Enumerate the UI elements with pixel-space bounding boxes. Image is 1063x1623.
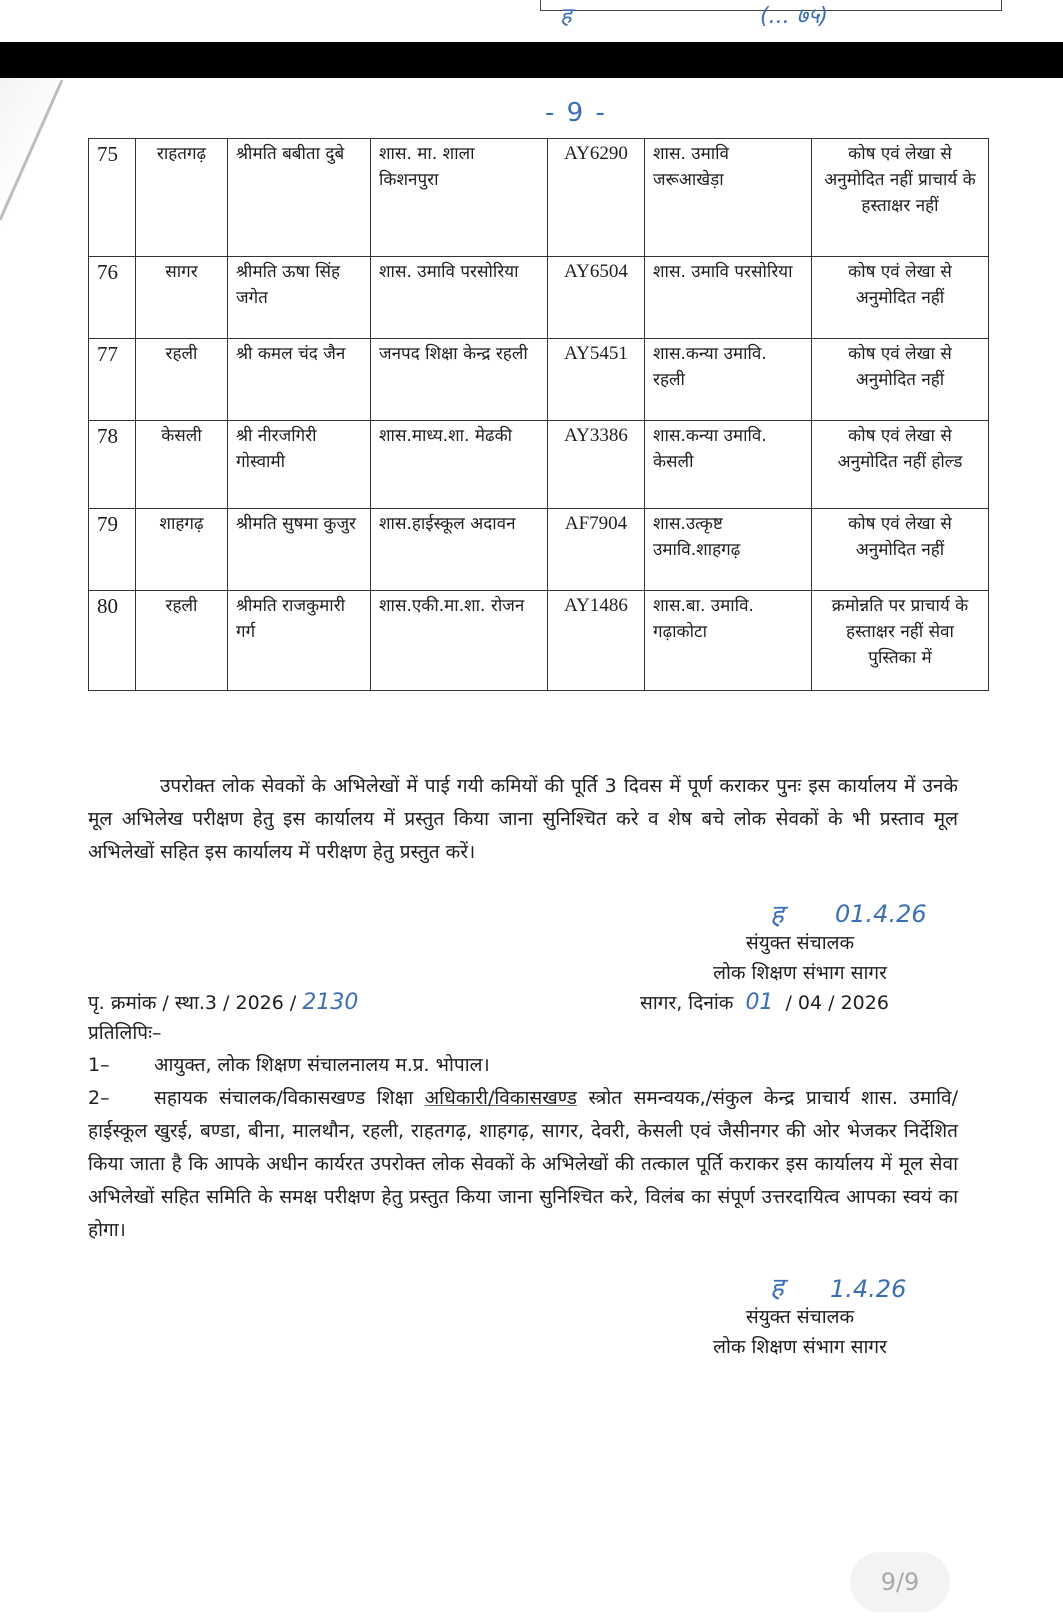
page-marker: - 9 - [545,98,607,128]
date-rest: / 04 / 2026 [785,992,889,1014]
remark-cell: कोष एवं लेखा से अनुमोदित नहीं प्राचार्य के हस्ताक्षर नहीं [812,139,989,257]
reference-number [88,988,358,1018]
copy-heading: प्रतिलिपिः– [88,1022,162,1044]
copy-item-2-number: 2– [88,1087,110,1109]
signature-1-designation: संयुक्त संचालक [745,932,855,954]
remark-cell: कोष एवं लेखा से अनुमोदित नहीं होल्ड [812,421,989,509]
remark-cell: कोष एवं लेखा से अनुमोदित नहीं [812,257,989,339]
school-cell: शास.कन्या उमावि. केसली [645,421,812,509]
reference-handwritten-number: 2130 [302,990,359,1015]
remark-cell: कोष एवं लेखा से अनुमोदित नहीं [812,509,989,591]
signature-1-office: लोक शिक्षण संभाग सागर [713,962,887,984]
employee-code-cell: AF7904 [548,509,645,591]
current-office-cell: शास.हाईस्कूल अदावन [371,509,548,591]
serial-number-cell: 75 [89,139,136,257]
copy-item-2-text-rest: स्त्रोत समन्वयक,/संकुल केन्द्र प्राचार्य शास. उमावि/हाईस्कूल खुरई, बण्डा, बीना, मालथौन, रहली, राहतगढ़, शाहगढ़, सागर, देवरी, केसली एवं जैसीनगर की ओर भेजकर निर्देशित किया जाता है कि आपके अधीन कार्यरत उपरोक्त लोक सेवकों के अभिलेखों की तत्काल पूर्ति कराकर इस कार्यालय में मूल सेवा अभिलेखों सहित समिति के समक्ष परीक्षण हेतु प्रस्तुत किया जाना सुनिश्चित करे, विलंब का संपूर्ण उत्तरदायित्व आपका स्वयं का होगा। [88,1087,958,1241]
previous-page-fragment [0,0,1063,42]
table-row [89,339,989,421]
remark-cell: कोष एवं लेखा से अनुमोदित नहीं [812,339,989,421]
employee-name-cell: श्रीमति बबीता दुबे [228,139,371,257]
employee-code-cell: AY6504 [548,257,645,339]
block-cell: राहतगढ़ [136,139,228,257]
current-office-cell: शास.माध्य.शा. मेढकी [371,421,548,509]
block-cell: सागर [136,257,228,339]
copy-item-1 [88,1050,958,1080]
table-row [89,257,989,339]
employee-code-cell: AY5451 [548,339,645,421]
current-office-cell: जनपद शिक्षा केन्द्र रहली [371,339,548,421]
block-cell: रहली [136,339,228,421]
serial-number-cell: 80 [89,591,136,691]
signature-2-office: लोक शिक्षण संभाग सागर [713,1336,887,1358]
signature-2-block [680,1302,920,1362]
signature-2-date: 1.4.26 [830,1275,907,1303]
current-office-cell: शास. उमावि परसोरिया [371,257,548,339]
page-separator-band [0,42,1063,78]
copy-item-1-text: आयुक्त, लोक शिक्षण संचालनालय म.प्र. भोपाल। [154,1054,490,1076]
employee-name-cell: श्रीमति सुषमा कुजुर [228,509,371,591]
serial-number-cell: 76 [89,257,136,339]
page-fold-line [0,80,70,240]
table-row [89,509,989,591]
place-date [640,988,889,1018]
signature-2-designation: संयुक्त संचालक [745,1306,855,1328]
copy-item-2-text-start: सहायक संचालक/विकासखण्ड शिक्षा [154,1087,414,1109]
employee-name-cell: श्रीमति राजकुमारी गर्ग [228,591,371,691]
table-row [89,421,989,509]
serial-number-cell: 77 [89,339,136,421]
signature-2-initials: ह [770,1273,784,1303]
signature-1-initials: ह [770,900,784,930]
employee-code-cell: AY3386 [548,421,645,509]
copy-item-2 [88,1082,958,1247]
page-indicator: 9/9 [850,1552,950,1612]
place-date-label: सागर, दिनांक [640,992,734,1014]
employee-name-cell: श्री नीरजगिरी गोस्वामी [228,421,371,509]
current-office-cell: शास. मा. शाला किशनपुरा [371,139,548,257]
serial-number-cell: 78 [89,421,136,509]
records-table [88,138,989,691]
copy-item-2-underlined: अधिकारी/विकासखण्ड [424,1087,577,1109]
current-office-cell: शास.एकी.मा.शा. रोजन [371,591,548,691]
employee-code-cell: AY6290 [548,139,645,257]
block-cell: केसली [136,421,228,509]
block-cell: शाहगढ़ [136,509,228,591]
handwritten-note: (... ७५) [760,4,829,29]
date-day-handwritten: 01 [745,990,774,1015]
school-cell: शास. उमावि परसोरिया [645,257,812,339]
table-row [89,139,989,257]
remark-cell: क्रमोन्नति पर प्राचार्य के हस्ताक्षर नहीं सेवा पुस्तिका में [812,591,989,691]
handwritten-mark: ह [560,4,572,29]
school-cell: शास.बा. उमावि. गढ़ाकोटा [645,591,812,691]
serial-number-cell: 79 [89,509,136,591]
body-paragraph: उपरोक्त लोक सेवकों के अभिलेखों में पाई गयी कमियों की पूर्ति 3 दिवस में पूर्ण कराकर पुनः इस कार्यालय में उनके मूल अभिलेख परीक्षण हेतु इस कार्यालय में प्रस्तुत किया जाना सुनिश्चित करे व शेष बचे लोक सेवकों के भी प्रस्ताव मूल अभिलेखों सहित इस कार्यालय में परीक्षण हेतु प्रस्तुत करें। [88,775,958,863]
employee-name-cell: श्री कमल चंद जैन [228,339,371,421]
signature-1-date: 01.4.26 [835,900,927,928]
school-cell: शास.कन्या उमावि. रहली [645,339,812,421]
school-cell: शास. उमावि जरूआखेड़ा [645,139,812,257]
employee-name-cell: श्रीमति ऊषा सिंह जगेत [228,257,371,339]
signature-1-block [680,928,920,988]
school-cell: शास.उत्कृष्ट उमावि.शाहगढ़ [645,509,812,591]
block-cell: रहली [136,591,228,691]
table-row [89,591,989,691]
reference-label: पृ. क्रमांक / स्था.3 / 2026 / [88,992,297,1014]
employee-code-cell: AY1486 [548,591,645,691]
copy-item-1-number: 1– [88,1054,110,1076]
